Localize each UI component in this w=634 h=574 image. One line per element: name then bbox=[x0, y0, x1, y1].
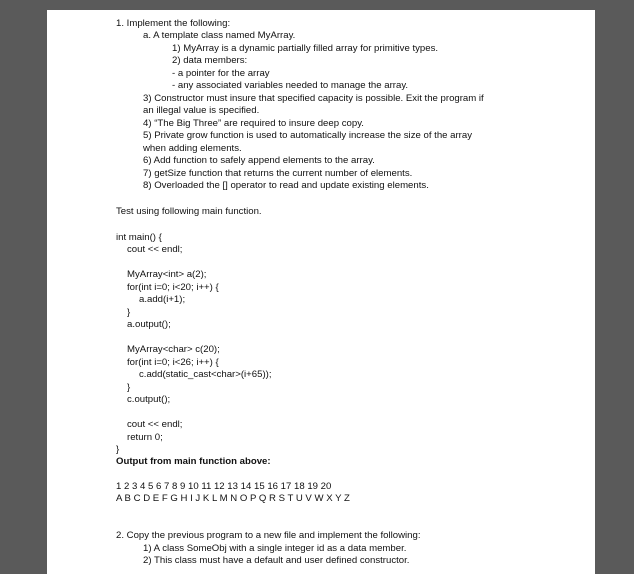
req3-line1: 3) Constructor must insure that specified capacity is possible. Exit the program if bbox=[143, 93, 484, 104]
output-numbers: 1 2 3 4 5 6 7 8 9 10 11 12 13 14 15 16 17 18 19 20 bbox=[116, 481, 332, 492]
section1-heading: 1. Implement the following: bbox=[116, 18, 231, 29]
code-line: c.output(); bbox=[127, 394, 171, 405]
code-line: } bbox=[116, 444, 120, 455]
code-line: for(int i=0; i<26; i++) { bbox=[127, 357, 219, 368]
section2-heading: 2. Copy the previous program to a new file and implement the following: bbox=[116, 530, 421, 541]
code-line: cout << endl; bbox=[127, 419, 183, 430]
section2-req2: 2) This class must have a default and user defined constructor. bbox=[143, 555, 410, 566]
req1-text: 1) MyArray is a dynamic partially filled array for primitive types. bbox=[172, 43, 439, 54]
document-page bbox=[47, 10, 595, 574]
section2-req1: 1) A class SomeObj with a single integer id as a data member. bbox=[143, 543, 407, 554]
code-line: MyArray<char> c(20); bbox=[127, 344, 220, 355]
code-line: a.output(); bbox=[127, 319, 171, 330]
req4-text: 4) “The Big Three” are required to insure deep copy. bbox=[143, 118, 364, 129]
req5-line1: 5) Private grow function is used to automatically increase the size of the array bbox=[143, 130, 473, 141]
code-line: for(int i=0; i<20; i++) { bbox=[127, 282, 219, 293]
code-line: c.add(static_cast<char>(i+65)); bbox=[139, 369, 272, 380]
section1-item-a: a. A template class named MyArray. bbox=[143, 30, 296, 41]
output-letters: A B C D E F G H I J K L M N O P Q R S T U V W X Y Z bbox=[116, 493, 350, 504]
code-line: } bbox=[127, 382, 131, 393]
code-line: return 0; bbox=[127, 432, 163, 443]
code-line: MyArray<int> a(2); bbox=[127, 269, 207, 280]
req5-line2: when adding elements. bbox=[143, 143, 242, 154]
code-line: int main() { bbox=[116, 232, 162, 243]
req2-sub1-text: - a pointer for the array bbox=[172, 68, 270, 79]
output-heading: Output from main function above: bbox=[116, 456, 271, 467]
req2-text: 2) data members: bbox=[172, 55, 248, 66]
req2-sub2-text: - any associated variables needed to manage the array. bbox=[172, 80, 409, 91]
req8-text: 8) Overloaded the [] operator to read and update existing elements. bbox=[143, 180, 429, 191]
req6-text: 6) Add function to safely append elements to the array. bbox=[143, 155, 375, 166]
req7-text: 7) getSize function that returns the current number of elements. bbox=[143, 168, 413, 179]
code-line: a.add(i+1); bbox=[139, 294, 186, 305]
code-line: cout << endl; bbox=[127, 244, 183, 255]
req3-line2: an illegal value is specified. bbox=[143, 105, 260, 116]
test-intro: Test using following main function. bbox=[116, 206, 262, 217]
code-line: } bbox=[127, 307, 131, 318]
